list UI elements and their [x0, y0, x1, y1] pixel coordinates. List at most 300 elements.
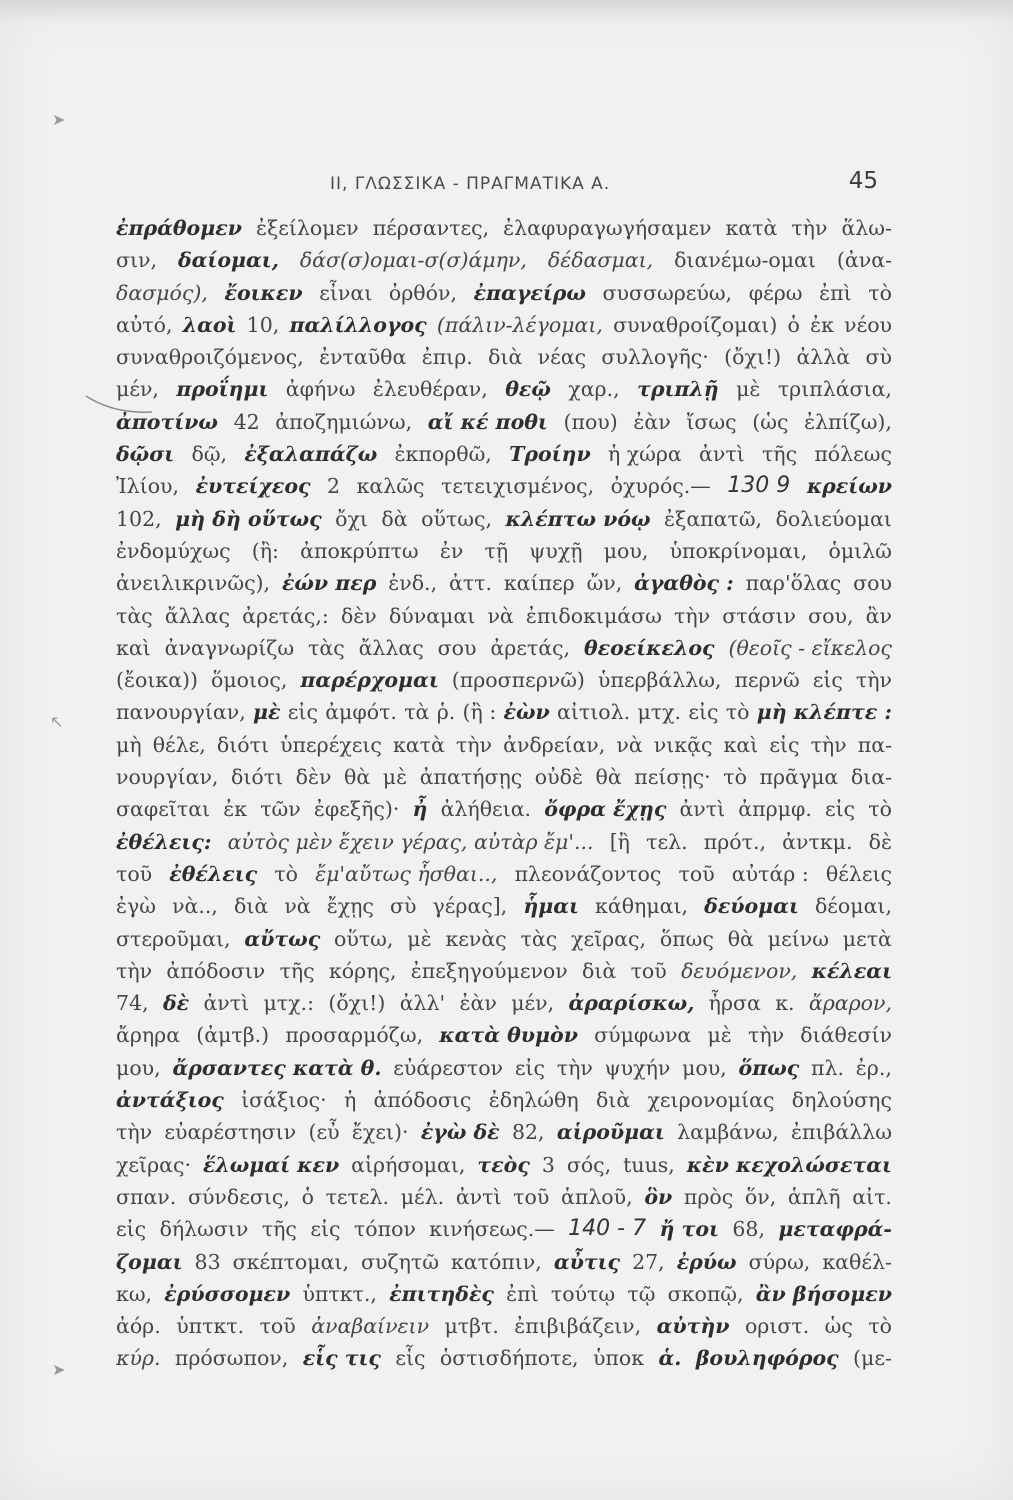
word: πέρσαντες, — [372, 216, 490, 240]
word: τὸ — [868, 280, 892, 305]
word: ἔοικεν — [224, 280, 303, 305]
word: τῆς — [279, 958, 315, 983]
word: ἐπὶ — [819, 280, 852, 305]
word: αὖτις — [553, 1249, 621, 1274]
word: 2 — [327, 474, 341, 499]
word: ἐπράθομεν — [116, 216, 242, 240]
word: τὴν — [556, 1055, 593, 1080]
word: 82, — [511, 1120, 545, 1145]
word: σύμφωνα — [594, 1023, 692, 1048]
word: πρόσωπον, — [174, 1346, 289, 1371]
word: ἐών περ — [281, 571, 377, 596]
word: ἐκ — [223, 797, 248, 822]
word: εὐαρέστησιν — [164, 1120, 297, 1145]
word: ἀντὶ — [679, 797, 726, 822]
word: κρείων — [806, 474, 892, 499]
word: νέας — [537, 345, 587, 370]
word: μου, — [603, 538, 649, 563]
word: εἰς — [812, 668, 843, 693]
word: ἂν βήσομεν — [755, 1281, 892, 1306]
word: παλίλλογος — [289, 312, 427, 337]
word: ἀντὶ — [699, 442, 745, 467]
word: τὴν — [747, 1023, 785, 1048]
word: δὲ — [162, 991, 190, 1016]
text-line — [116, 1019, 892, 1051]
word: εὐάρεστον — [393, 1055, 504, 1080]
text-line — [116, 1278, 892, 1310]
text-line — [116, 1181, 892, 1213]
word: ἐὰν — [459, 991, 497, 1016]
word: τὰς — [520, 926, 558, 951]
running-header — [330, 168, 878, 202]
word: μὴ δὴ οὕτως — [175, 506, 322, 531]
word: (ἔοικα)) — [116, 668, 199, 693]
word: τὰς — [308, 635, 345, 660]
word: ἀναβαίνειν — [311, 1314, 430, 1339]
word: ἅλω- — [841, 216, 892, 240]
word: εἰς — [769, 732, 800, 757]
text-line — [116, 438, 892, 470]
text-line — [116, 244, 892, 276]
word: ἧμαι — [523, 894, 579, 919]
word: κὲν κεχολώσεται — [686, 1152, 892, 1177]
word: ὁστισδήποτε, — [439, 1346, 579, 1371]
word: εἰς — [310, 1217, 341, 1242]
word: προΐημι — [176, 377, 269, 402]
word: εἶναι — [319, 280, 373, 305]
word: μτβτ. — [444, 1314, 499, 1339]
word: κόρης, — [328, 958, 397, 983]
word: ἀναγνωρίζω — [164, 635, 295, 660]
word: σου — [853, 571, 892, 596]
word: ὅπως — [738, 1055, 800, 1080]
word: δῷσι — [116, 442, 175, 467]
word: σιν, — [116, 248, 158, 273]
word: κινήσεως.— — [429, 1217, 555, 1242]
word: διὰ — [488, 345, 523, 370]
text-line — [116, 858, 892, 890]
word: ὑποκρίνομαι, — [669, 538, 808, 563]
word: καίπερ — [503, 571, 575, 596]
text-line — [116, 1149, 892, 1181]
word: τετειχισμένος, — [440, 474, 595, 499]
word: ὀχυρός.— — [610, 474, 711, 499]
word: ἦ — [412, 797, 428, 822]
word: τῶν — [260, 797, 301, 822]
word: ὑπερέχεις — [280, 732, 382, 757]
word: (που) — [563, 409, 618, 434]
word: ἡ χώρα — [607, 442, 682, 467]
word: αἴ κέ ποθι — [427, 409, 548, 434]
word: ἄρηρα — [116, 1023, 181, 1048]
word: ἐὰν — [633, 409, 671, 434]
word: ἴσως — [686, 409, 737, 434]
word: θὰ — [727, 926, 754, 951]
word: αὐτάρ : — [731, 861, 809, 886]
word: ἐὼν — [503, 700, 550, 725]
word: καὶ — [116, 635, 151, 660]
word: τετελ. — [325, 1184, 390, 1209]
word: διὰ — [595, 1088, 631, 1113]
word: μεταφρά- — [778, 1217, 892, 1242]
word: δαίομαι, — [177, 248, 279, 273]
word: διὰ — [582, 958, 617, 983]
word: ὅπως — [659, 926, 714, 951]
word: ὅν, — [744, 1184, 777, 1209]
word: κέλεαι — [811, 958, 892, 983]
word: τὴν — [116, 958, 153, 983]
word: δήλωσιν — [159, 1217, 249, 1242]
word: εἷς τις — [302, 1346, 381, 1371]
word: νὰ — [616, 732, 643, 757]
page-edge-shadow — [0, 0, 1013, 22]
word: μέν, — [116, 377, 159, 402]
word: σου — [437, 635, 477, 660]
word: σαφεῖται — [116, 797, 211, 822]
word: διάθεσίν — [800, 1023, 892, 1048]
word: ὁ — [787, 312, 800, 337]
word: ἤ τοι — [659, 1217, 719, 1242]
word: 68, — [732, 1217, 765, 1242]
word: ἐυτείχεος — [195, 474, 311, 499]
word: δια- — [850, 765, 892, 790]
text-line — [116, 1052, 892, 1084]
word: στεροῦμαι, — [116, 926, 231, 951]
text-line — [116, 1342, 892, 1374]
word: 10, — [246, 312, 280, 337]
word: προσαρμόζω, — [285, 1023, 424, 1048]
text-line — [116, 373, 892, 405]
word: κ. — [775, 991, 795, 1016]
word: ἀπόδοσις — [373, 1088, 472, 1113]
word: ἀπρμφ. — [738, 797, 812, 822]
text-line — [116, 212, 892, 244]
word: συλλογῆς· — [601, 345, 709, 370]
word: νέου — [844, 312, 892, 337]
word: ἡ — [343, 1088, 357, 1113]
word: λαοὶ — [182, 312, 237, 337]
word: αὐτό, — [116, 312, 173, 337]
word: μέν, — [511, 991, 555, 1016]
word: πανουργίαν, — [116, 700, 246, 725]
word: καθέλ- — [822, 1249, 892, 1274]
text-line — [116, 890, 892, 922]
word: χειρονομίας — [647, 1088, 775, 1113]
word: δὲν — [295, 765, 332, 790]
word: καλῶς — [356, 474, 425, 499]
word: τεὸς — [477, 1152, 530, 1177]
text-line — [116, 761, 892, 793]
word: θέλε, — [152, 732, 206, 757]
word: τὴν — [791, 216, 828, 240]
word: ἀλήθεια. — [440, 797, 532, 822]
word: αὔτως — [244, 926, 321, 951]
text-line — [116, 535, 892, 567]
word: αἰτ. — [852, 1184, 892, 1209]
word: τριπλάσια, — [777, 377, 892, 402]
word: ἐρύω — [676, 1249, 737, 1274]
word: ὄχι — [335, 506, 368, 531]
word: ψυχῇ — [529, 538, 583, 563]
word: πρὸς — [683, 1184, 734, 1209]
word: πλεονάζοντος — [514, 861, 662, 886]
word: μείνω — [767, 926, 829, 951]
word: ἐγὼ — [116, 894, 156, 919]
word: ἀποτίνω — [116, 409, 218, 434]
word: 27, — [632, 1249, 665, 1274]
word: παρ'ὅλας — [745, 571, 842, 596]
word: ἀντάξιος — [116, 1088, 224, 1113]
text-line — [116, 793, 892, 825]
word: ἄλλας — [358, 635, 424, 660]
word: ἔχει)· — [351, 1120, 409, 1145]
word: σός, — [566, 1152, 612, 1177]
word: δασμός), — [116, 280, 208, 305]
word: σὺ — [389, 894, 417, 919]
word: καὶ — [723, 732, 759, 757]
word: (ἢ : — [462, 700, 497, 725]
word: διανέμω-ομαι — [674, 248, 816, 273]
word: ὑπτκτ., — [302, 1281, 377, 1306]
word: ἀφήνω — [285, 377, 356, 402]
word: νὰ — [284, 894, 311, 919]
text-line — [116, 1116, 892, 1148]
word: 74, — [116, 991, 149, 1016]
word: ἐρ., — [855, 1055, 892, 1080]
word: πρᾶγμα — [759, 765, 839, 790]
word: δῷ, — [191, 442, 228, 467]
word: τὴν — [674, 603, 711, 628]
word: αἰτιολ. — [557, 700, 631, 725]
word: κενὰς — [445, 926, 507, 951]
word: τὴν — [855, 668, 892, 693]
text-line — [116, 1213, 892, 1245]
word: ὄφρα ἔχῃς — [544, 797, 667, 822]
word: τοῦ — [259, 1314, 296, 1339]
word: (ἢ: — [251, 538, 279, 563]
word: τὴν — [810, 732, 847, 757]
word: ὡς — [824, 1314, 853, 1339]
word: 42 — [233, 409, 260, 434]
word: τὴν — [116, 1120, 153, 1145]
word: Ἰλίου, — [116, 474, 180, 499]
text-line — [116, 470, 892, 502]
word: μετὰ — [842, 926, 892, 951]
word: σου, — [808, 603, 854, 628]
word: τὸ — [723, 765, 747, 790]
text-line — [116, 987, 892, 1019]
text-line — [116, 1310, 892, 1342]
word: πλ. — [811, 1055, 844, 1080]
margin-mark-mid: ↖ — [50, 712, 64, 731]
word: ἐκ — [810, 312, 834, 337]
word: δύναμαι — [388, 603, 476, 628]
word: οὕτως, — [421, 506, 492, 531]
word: χαρ., — [568, 377, 620, 402]
word: ἐπαγείρω — [473, 280, 586, 305]
word: δὰ — [381, 506, 408, 531]
word: αὐτὴν — [656, 1314, 730, 1339]
text-line — [116, 632, 892, 664]
word: εἰς — [688, 700, 719, 725]
word: 3 — [541, 1152, 555, 1177]
word: τελ. — [646, 829, 688, 854]
commentary-text — [116, 212, 892, 1375]
word: ἀόρ. — [116, 1314, 161, 1339]
word: ἐπιτηδὲς — [389, 1281, 494, 1306]
word: βουληφόρος — [695, 1346, 839, 1371]
word: σπαν. — [116, 1184, 177, 1209]
word: θεῷ — [505, 377, 551, 402]
word: ἐδηλώθη — [488, 1088, 579, 1113]
word: ἕλωμαί κεν — [202, 1152, 340, 1177]
word: θεοείκελος — [583, 635, 715, 660]
header-title: II, ΓΛΩΣΣΙΚΑ - ΠΡΑΓΜΑΤΙΚΑ Α. — [330, 174, 611, 194]
word: πρότ., — [703, 829, 767, 854]
word: δεύομαι — [704, 894, 799, 919]
word: τοῦ — [116, 861, 153, 886]
word: ἐπιρ. — [421, 345, 473, 370]
word: τὸ — [868, 797, 892, 822]
word: μου, — [116, 1055, 161, 1080]
word: ὅμοιος, — [211, 668, 288, 693]
text-line — [116, 955, 892, 987]
word: ἀττ. — [448, 571, 492, 596]
word: ἐγὼ δὲ — [420, 1120, 500, 1145]
word: αἱροῦμαι — [556, 1120, 665, 1145]
text-line — [116, 600, 892, 632]
word: μὴ — [116, 732, 142, 757]
word: ἔμ'αὔτως ἧσθαι.., — [315, 861, 498, 886]
word: δευόμενον, — [681, 958, 798, 983]
word: (με- — [853, 1346, 892, 1371]
word: μὲ — [736, 377, 761, 402]
word: 140 - 7 — [568, 1216, 647, 1242]
word: πείσῃς· — [634, 765, 711, 790]
text-line — [116, 664, 892, 696]
word: tuus, — [623, 1152, 675, 1177]
page-number: 45 — [848, 168, 878, 194]
word: ἀρετάς, — [490, 635, 571, 660]
word: ὤν, — [586, 571, 623, 596]
word: (πάλιν-λέγομαι, — [436, 312, 603, 337]
word: γέρας], — [432, 894, 508, 919]
word: (ἀνα- — [836, 248, 892, 273]
word: ἐπιβιβάζειν, — [514, 1314, 642, 1339]
word: δὲν — [340, 603, 377, 628]
word: φέρω — [748, 280, 803, 305]
word: τοῦ — [630, 958, 667, 983]
word: διότι — [216, 732, 269, 757]
word: ἐθέλεις: — [116, 829, 212, 854]
text-line — [116, 406, 892, 438]
word: εἰς — [287, 700, 318, 725]
word: μὲ — [382, 765, 408, 790]
word: σύνδεσις, — [187, 1184, 290, 1209]
word: ἐνταῦθα — [319, 345, 407, 370]
word: 130 9 — [727, 473, 791, 499]
word: ἀραρίσκω, — [568, 991, 695, 1016]
word: ἁπλῆ — [787, 1184, 841, 1209]
word: ἄρσαντες κατὰ θ. — [172, 1055, 382, 1080]
word: ὑπερβάλλω, — [597, 668, 722, 693]
word: ὃν — [644, 1184, 673, 1209]
word: τοῦ — [513, 1184, 550, 1209]
word: χεῖρας· — [116, 1152, 191, 1177]
text-line — [116, 277, 892, 309]
word: ὑπτκτ. — [176, 1314, 245, 1339]
word: (προσπερνῶ) — [451, 668, 585, 693]
word: νὰ.., — [172, 894, 218, 919]
word: ψυχήν — [604, 1055, 671, 1080]
word: ὑποκ — [592, 1346, 645, 1371]
text-line — [116, 309, 892, 341]
word: ἂν — [865, 603, 892, 628]
word: στάσιν — [722, 603, 796, 628]
word: ἀμφότ. — [325, 700, 397, 725]
word: ἀντὶ — [203, 991, 250, 1016]
word: δὲ — [868, 829, 892, 854]
word: οὕτω, — [334, 926, 394, 951]
word: τῆς — [261, 1217, 297, 1242]
word: σύρω, — [748, 1249, 811, 1274]
word: ἄλλας — [164, 603, 230, 628]
word: κάθημαι, — [595, 894, 689, 919]
word: ἐνδ., — [388, 571, 438, 596]
word: ἐκπορθῶ, — [394, 442, 492, 467]
word: δέδασμαι, — [547, 248, 654, 273]
word: ἐπὶ — [506, 1281, 539, 1306]
word: ἦρσα — [708, 991, 761, 1016]
word: θὰ — [595, 765, 622, 790]
word: κατὰ θυμὸν — [439, 1023, 578, 1048]
word: δολιεύομαι — [775, 506, 892, 531]
word: διότι — [231, 765, 284, 790]
word: (ὄχι!) — [328, 991, 386, 1016]
word: κατὰ — [725, 216, 778, 240]
word: εἷς — [395, 1346, 426, 1371]
text-line — [116, 503, 892, 535]
word: 102, — [116, 506, 162, 531]
word: σὺ — [865, 345, 892, 370]
word: (ἀμτβ.) — [196, 1023, 270, 1048]
word: [ἢ — [609, 829, 630, 854]
word: αὐτὸς μὲν ἔχειν γέρας, αὐτὰρ ἔμ'... — [227, 829, 594, 854]
text-line — [116, 826, 892, 858]
word: ἐξαλαπάζω — [244, 442, 378, 467]
word: χεῖρας, — [571, 926, 647, 951]
word: σκέπτομαι, — [232, 1249, 349, 1274]
word: ὀρθόν, — [388, 280, 457, 305]
word: μὲ — [707, 1023, 732, 1048]
text-line — [116, 1246, 892, 1278]
word: ἔχῃς — [326, 894, 374, 919]
word: θὰ — [344, 765, 371, 790]
word: ἐν — [439, 538, 464, 563]
word: ἄραρον, — [808, 991, 892, 1016]
word: ἐθέλεις — [169, 861, 258, 886]
word: ἐφεξῆς)· — [313, 797, 400, 822]
margin-mark-top: ➤ — [52, 110, 66, 129]
word: ἰσάξιος· — [241, 1088, 327, 1113]
word: ἐπιδοκιμάσω — [525, 603, 662, 628]
text-line — [116, 696, 892, 728]
word: συζητῶ — [361, 1249, 439, 1274]
word: εἰς — [825, 797, 856, 822]
word: πα- — [857, 732, 892, 757]
word: ἀποζημιώνω, — [275, 409, 413, 434]
word: πόλεως — [814, 442, 892, 467]
